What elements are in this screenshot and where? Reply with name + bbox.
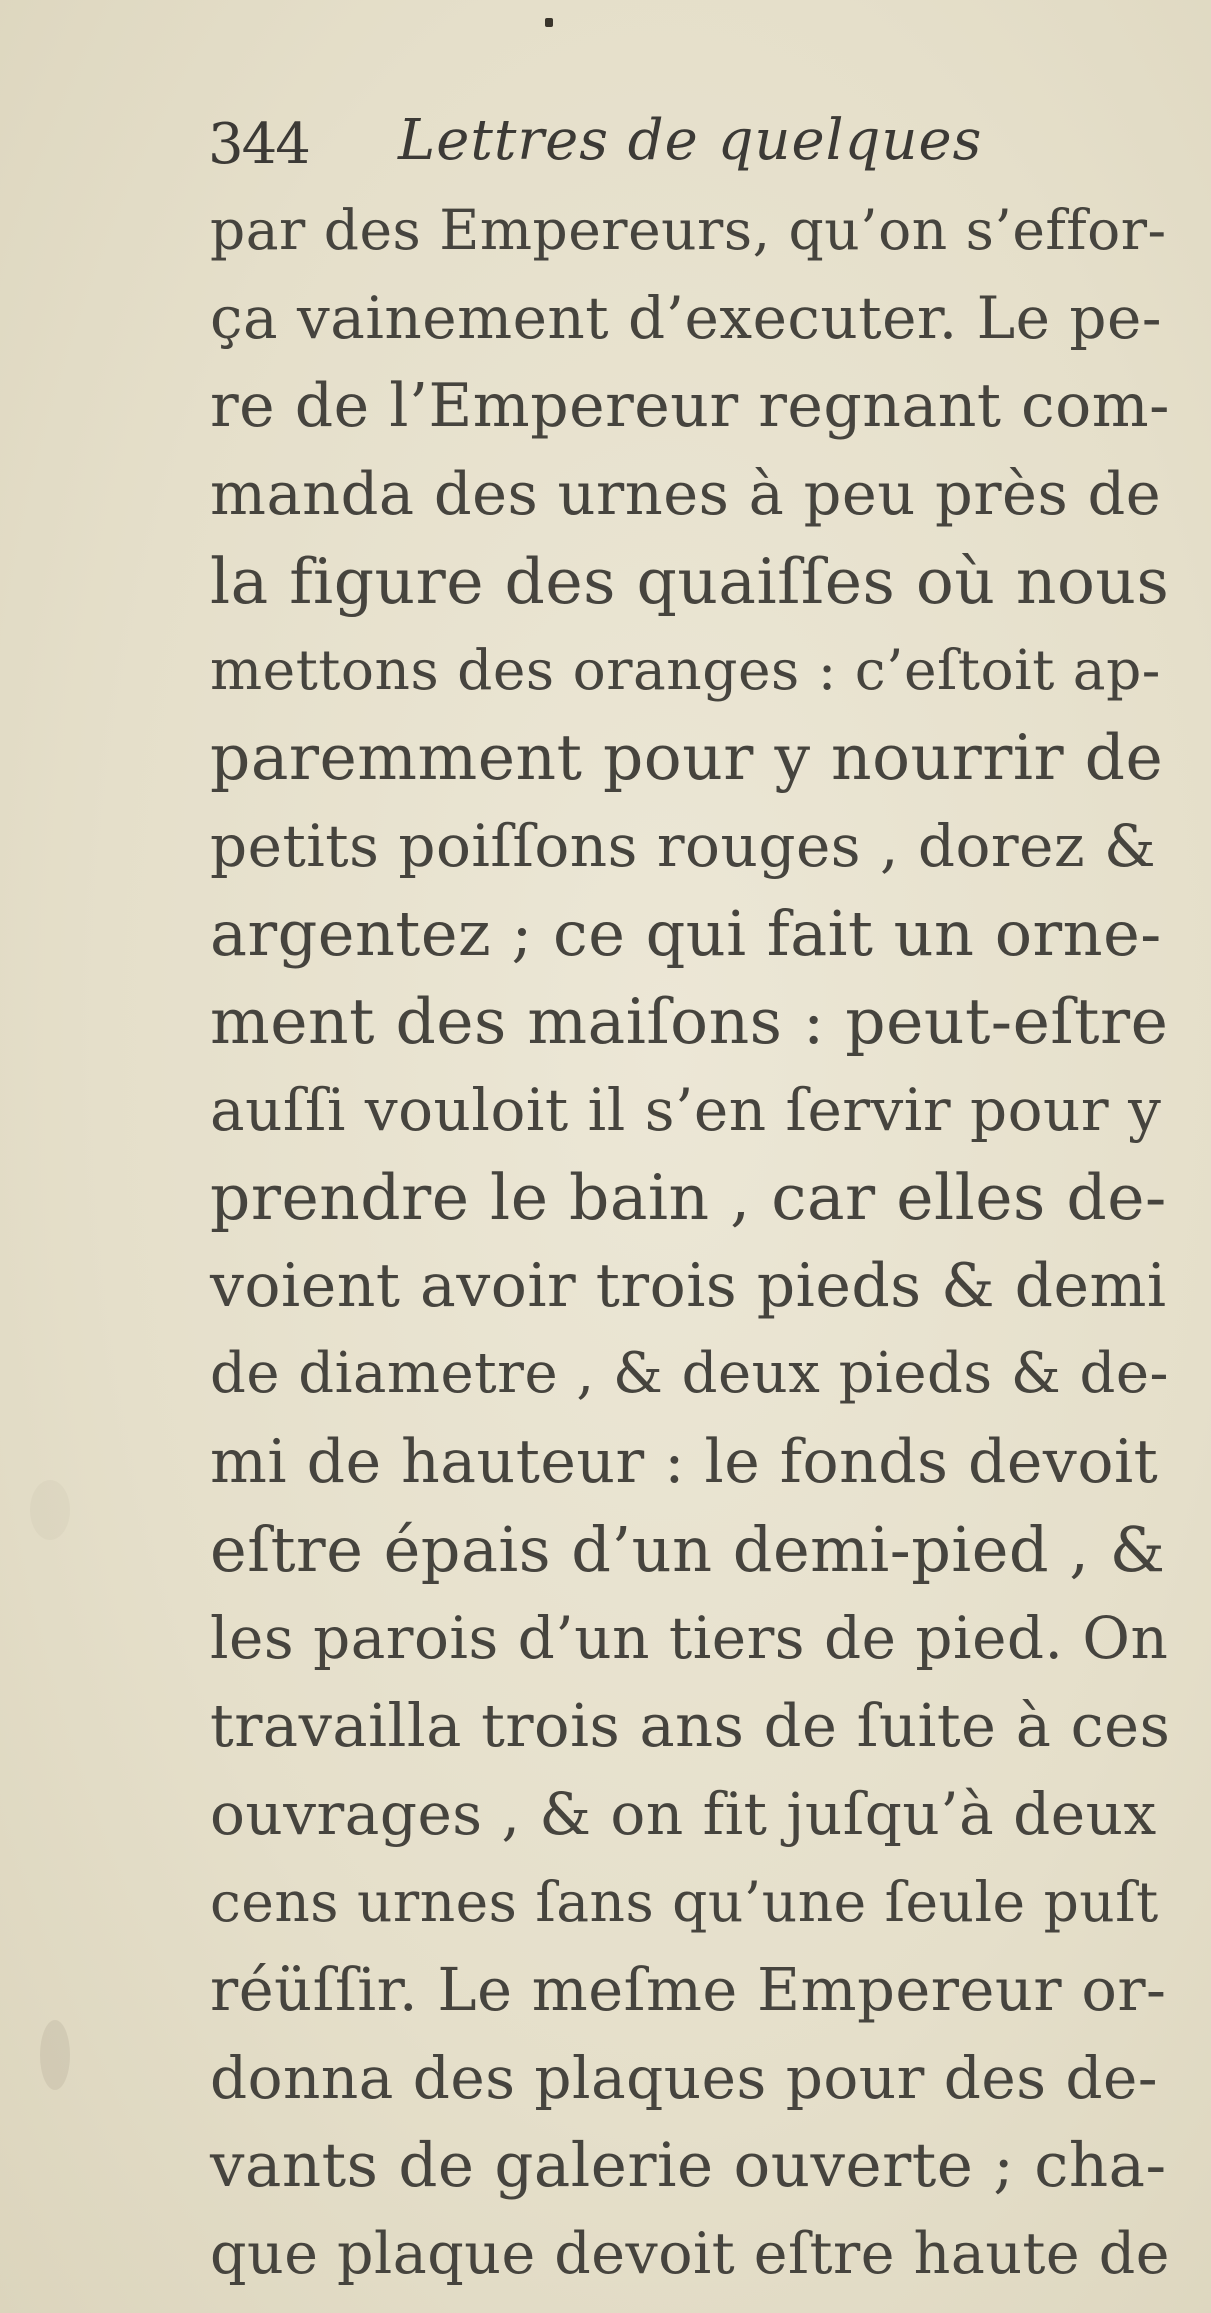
text-line: petits poiſſons rouges , dorez & — [210, 812, 1157, 880]
text-line: cens urnes ſans qu’une ſeule puſt — [210, 1870, 1159, 1934]
text-line: mettons des oranges : c’eſtoit ap- — [210, 638, 1161, 702]
text-line: paremment pour y nourrir de — [210, 721, 1164, 794]
paper-stain — [30, 1480, 70, 1540]
text-line: ment des maiſons : peut-eſtre — [210, 985, 1169, 1058]
text-line: auſſi vouloit il s’en ſervir pour y — [210, 1076, 1162, 1144]
text-line: donna des plaques pour des de- — [210, 2044, 1158, 2112]
page-number: 344 — [208, 112, 309, 177]
text-line: travailla trois ans de ſuite à ces — [210, 1691, 1171, 1760]
text-line: prendre le bain , car elles de- — [210, 1161, 1167, 1234]
text-line: de diametre , & deux pieds & de- — [210, 1341, 1169, 1406]
text-line: par des Empereurs, qu’on s’effor- — [210, 198, 1167, 262]
text-line: que plaque devoit eſtre haute de — [210, 2221, 1171, 2287]
body-text — [210, 186, 1170, 2298]
text-line: réüſſir. Le meſme Empereur or- — [210, 1955, 1167, 2024]
text-line: mi de hauteur : le fonds devoit — [210, 1427, 1159, 1497]
text-line: eſtre épais d’un demi-pied , & — [210, 1513, 1166, 1586]
text-line: voient avoir trois pieds & demi — [210, 1251, 1167, 1321]
text-line: ouvrages , & on fit juſqu’à deux — [210, 1780, 1157, 1848]
ink-mark — [545, 18, 553, 27]
paper-stain — [40, 2020, 70, 2090]
text-line: re de l’Empereur regnant com- — [210, 371, 1170, 441]
text-line: les parois d’un tiers de pied. On — [210, 1604, 1169, 1672]
text-line: vants de galerie ouverte ; cha- — [210, 2130, 1167, 2201]
text-line: manda des urnes à peu près de — [210, 459, 1162, 528]
running-title: Lettres de quelques — [398, 108, 983, 173]
running-header — [208, 108, 1008, 188]
text-line: argentez ; ce qui fait un orne- — [210, 897, 1162, 970]
text-line: ça vainement d’executer. Le pe- — [210, 284, 1162, 352]
text-line: la figure des quaiſſes où nous — [210, 545, 1170, 618]
